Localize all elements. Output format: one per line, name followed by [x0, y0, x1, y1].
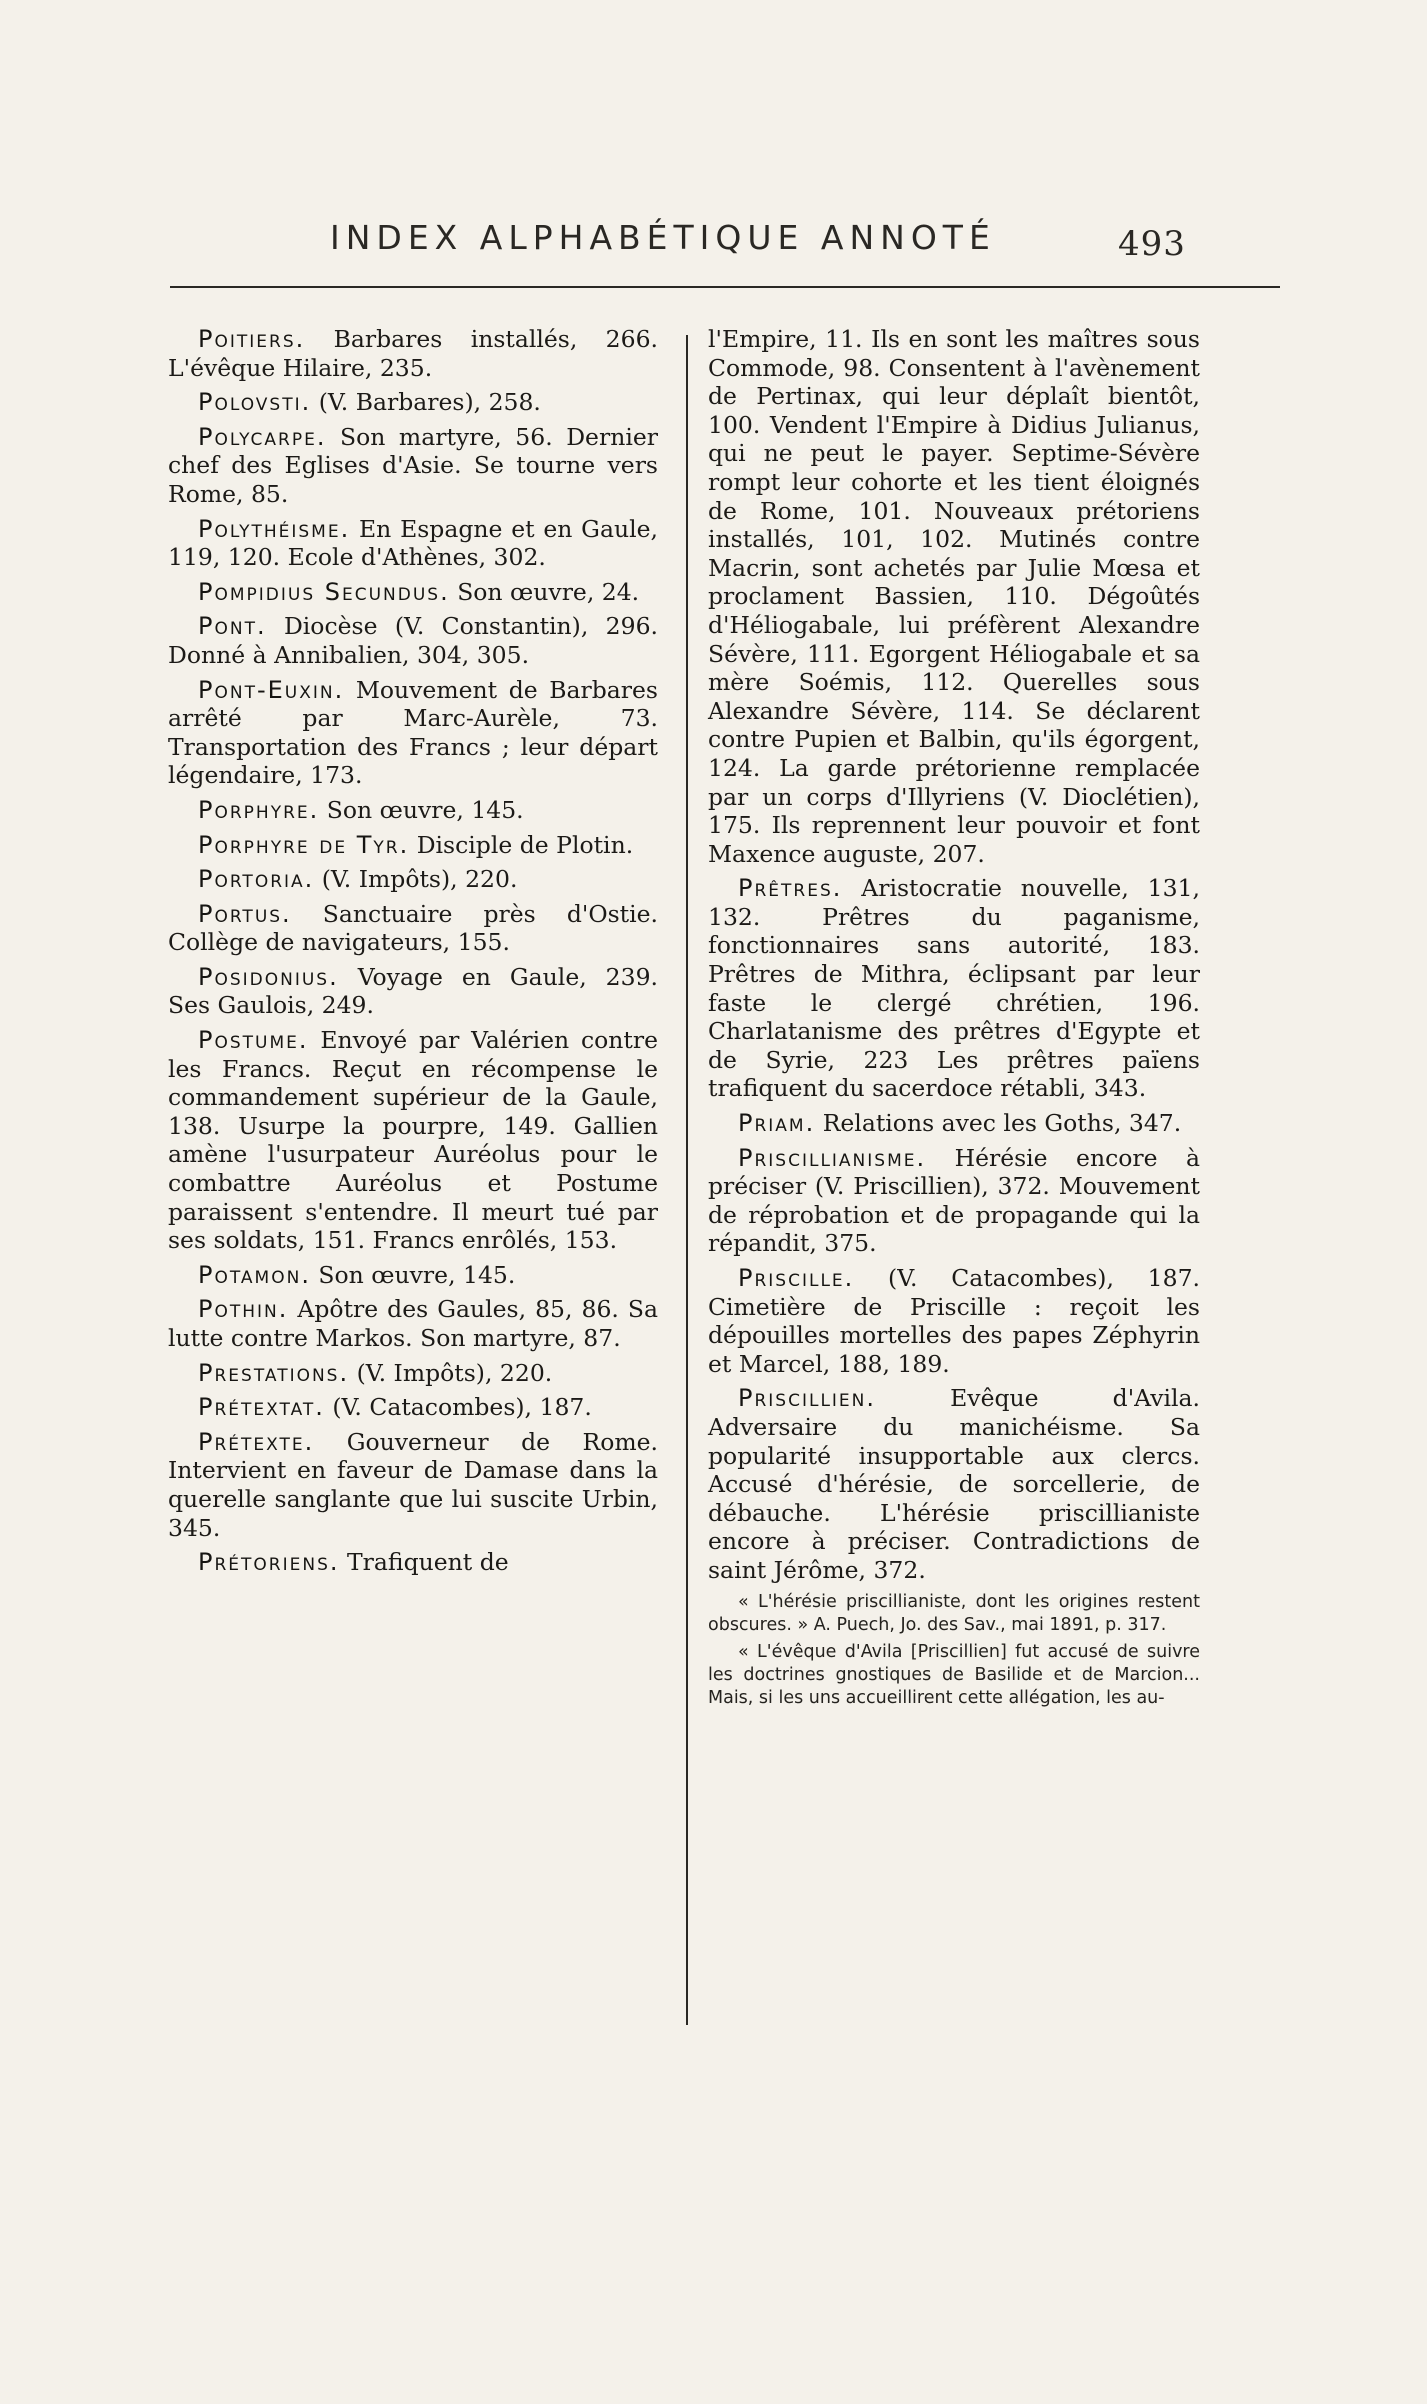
entry-headword: Pont. — [198, 612, 267, 641]
entry-headword: Prétexte. — [198, 1427, 315, 1456]
entry-headword: Prestations. — [198, 1358, 350, 1387]
entry-headword: Poitiers. — [198, 325, 306, 353]
entry-text: Envoyé par Valérien contre les Francs. Reçut en récompense le commandement supérieur de la Gaule, 138. Usurpe la pourpre, 149. Gallien amène l'usurpateur Auréolus pour le combattre Auréolus et Postume paraissent s'entendre. Il meurt tué par ses soldats, 151. Francs enrôlés, 153. — [168, 1026, 658, 1255]
entry-text: l'Empire, 11. Ils en sont les maîtres sous Commode, 98. Consentent à l'avènement de Pertinax, qui leur déplaît bientôt, 100. Vendent l'Empire à Didius Julianus, qui ne peut le payer. Septime-Sévère rompt leur cohorte et les tient éloignés de Rome, 101. Nouveaux prétoriens installés, 101, 102. Mutinés contre Macrin, sont achetés par Julie Mœsa et proclament Bassien, 110. Dégoûtés d'Héliogabale, lui préfèrent Alexandre Sévère, 111. Egorgent Héliogabale et sa mère Soémis, 112. Querelles sous Alexandre Sévère, 114. Se déclarent contre Pupien et Balbin, qu'ils égorgent, 124. La garde prétorienne remplacée par un corps d'Illyriens (V. Dioclétien), 175. Ils reprennent leur pouvoir et font Maxence auguste, 207. — [708, 325, 1200, 868]
entry-headword: Porphyre. — [198, 795, 320, 824]
entry-text: Son œuvre, 145. — [319, 795, 524, 824]
index-entry — [168, 578, 658, 607]
page-header — [0, 218, 1427, 268]
header-rule — [170, 286, 1280, 288]
entry-text: (V. Barbares), 258. — [311, 388, 541, 417]
entry-headword: Posidonius. — [198, 962, 339, 991]
entry-text: (V. Catacombes), 187. Cimetière de Priscille : reçoit les dépouilles mortelles des papes Zéphyrin et Marcel, 188, 189. — [708, 1264, 1200, 1378]
page-number: 493 — [1118, 224, 1186, 264]
entry-headword: Portoria. — [198, 865, 315, 894]
entry-text: En Espagne et en Gaule, 119, 120. Ecole d'Athènes, 302. — [168, 514, 658, 572]
entry-text: Son martyre, 56. Dernier chef des Eglises d'Asie. Se tourne vers Rome, 85. — [168, 422, 658, 508]
running-title: INDEX ALPHABÉTIQUE ANNOTÉ — [330, 218, 996, 257]
index-entry — [168, 831, 658, 860]
entry-text: Hérésie encore à préciser (V. Priscillien), 372. Mouvement de réprobation et de propagande qui la répandit, 375. — [708, 1143, 1200, 1258]
index-entry — [168, 796, 658, 825]
index-entry — [168, 865, 658, 894]
entry-headword: Postume. — [198, 1026, 309, 1055]
index-entry — [168, 423, 658, 509]
right-column — [708, 325, 1200, 1714]
entry-text: Son œuvre, 145. — [310, 1260, 516, 1289]
entry-text: Voyage en Gaule, 239. Ses Gaulois, 249. — [168, 962, 658, 1020]
index-entry — [168, 1026, 658, 1255]
index-entry — [168, 900, 658, 957]
entry-headword: Polythéisme. — [198, 514, 351, 543]
index-entry — [168, 1261, 658, 1290]
entry-text: Son œuvre, 24. — [449, 577, 640, 606]
left-column — [168, 325, 658, 1583]
entry-text: (V. Impôts), 220. — [349, 1358, 553, 1387]
entry-text: (V. Catacombes), 187. — [324, 1393, 592, 1422]
index-entry — [708, 874, 1200, 1103]
entry-headword: Portus. — [198, 899, 292, 928]
index-entry-continued — [708, 325, 1200, 868]
entry-text: (V. Impôts), 220. — [314, 865, 518, 894]
index-entry — [168, 1393, 658, 1422]
index-entry — [168, 1428, 658, 1542]
index-entry — [168, 388, 658, 417]
entry-headword: Priscillianisme. — [738, 1143, 927, 1172]
index-entry — [708, 1264, 1200, 1378]
entry-headword: Polycarpe. — [198, 422, 327, 451]
entry-text: Trafiquent de — [339, 1548, 509, 1577]
entry-headword: Prêtres. — [738, 874, 843, 903]
entry-headword: Prétoriens. — [198, 1548, 340, 1577]
entry-headword: Prétextat. — [198, 1393, 325, 1422]
entry-text: Apôtre des Gaules, 85, 86. Sa lutte contre Markos. Son martyre, 87. — [168, 1295, 658, 1352]
index-entry — [168, 612, 658, 669]
index-entry — [168, 676, 658, 790]
entry-text: Diocèse (V. Constantin), 296. Donné à Annibalien, 304, 305. — [168, 612, 658, 669]
entry-headword: Polovsti. — [198, 388, 312, 417]
column-divider — [686, 335, 688, 2025]
entry-text: Disciple de Plotin. — [409, 830, 634, 859]
index-entry — [708, 1109, 1200, 1138]
index-entry — [168, 325, 658, 382]
entry-text: Evêque d'Avila. Adversaire du manichéisme. Sa popularité insupportable aux clercs. Accusé d'hérésie, de sorcellerie, de débauche. L'hérésie priscillianiste encore à préciser. Contradictions de saint Jérôme, 372. — [708, 1384, 1200, 1584]
entry-text: Relations avec les Goths, 347. — [815, 1109, 1182, 1138]
footnote-quote: « L'évêque d'Avila [Priscillien] fut accusé de suivre les doctrines gnostiques de Basilide et de Marcion... Mais, si les uns accueillirent cette allégation, les au- — [708, 1641, 1200, 1708]
index-entry — [168, 1295, 658, 1352]
entry-text: Gouverneur de Rome. Intervient en faveur de Damase dans la querelle sanglante que lui suscite Urbin, 345. — [168, 1427, 658, 1542]
index-entry — [708, 1144, 1200, 1258]
index-entry — [168, 515, 658, 572]
entry-headword: Pothin. — [198, 1295, 289, 1324]
entry-text: Aristocratie nouvelle, 131, 132. Prêtres du paganisme, fonctionnaires sans autorité, 183. Prêtres de Mithra, éclipsant par leur faste le clergé chrétien, 196. Charlatanisme des prêtres d'Egypte et de Syrie, 223 Les prêtres païens trafiquent du sacerdoce rétabli, 343. — [708, 874, 1200, 1103]
entry-headword: Pompidius Secundus. — [198, 577, 450, 606]
entry-headword: Priam. — [738, 1109, 816, 1138]
entry-headword: Porphyre de Tyr. — [198, 830, 410, 859]
index-entry — [168, 963, 658, 1020]
index-entry — [708, 1384, 1200, 1584]
entry-headword: Potamon. — [198, 1260, 311, 1289]
footnote-quote: « L'hérésie priscillianiste, dont les origines restent obscures. » A. Puech, Jo. des Sav., mai 1891, p. 317. — [708, 1591, 1200, 1635]
index-entry — [168, 1359, 658, 1388]
entry-text: Barbares installés, 266. L'évêque Hilaire, 235. — [168, 325, 658, 382]
entry-headword: Priscille. — [738, 1264, 855, 1292]
index-entry — [168, 1548, 658, 1577]
entry-text: Sanctuaire près d'Ostie. Collège de navigateurs, 155. — [168, 899, 658, 957]
entry-headword: Priscillien. — [738, 1384, 877, 1413]
entry-text: Mouvement de Barbares arrêté par Marc-Aurèle, 73. Transportation des Francs ; leur départ légendaire, 173. — [168, 675, 658, 790]
entry-headword: Pont-Euxin. — [198, 675, 345, 704]
